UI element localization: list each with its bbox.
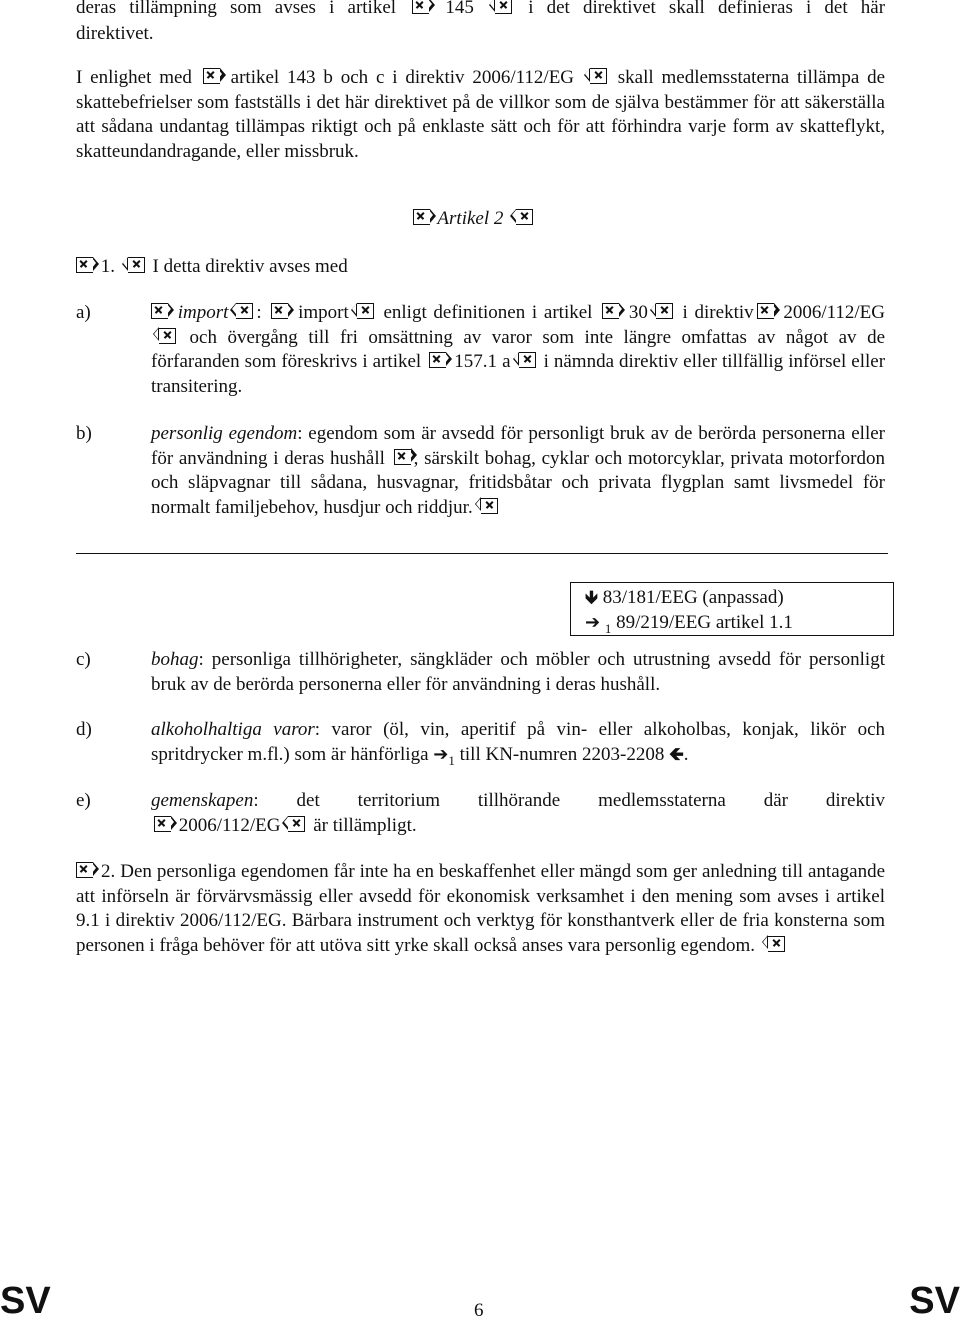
top-paragraph-line1: deras tillämpning som avses i artikel 145 i det direktivet skall definieras i det här <box>76 0 885 21</box>
insert-end-icon <box>495 0 512 14</box>
section-1-heading: 1. I detta direktiv avses med <box>76 255 885 280</box>
insert-end-icon <box>481 498 498 514</box>
definition-e-line2: 2006/112/EG är tillämpligt. <box>151 815 417 836</box>
footer-language-right: SV <box>909 1280 960 1322</box>
top-paragraph-line2: direktivet. <box>76 23 154 44</box>
definition-d: d) alkoholhaltiga varor: varor (öl, vin, aperitif på vin- eller alkoholbas, konjak, likör och spritdrycker m.fl.) som är hänförliga $➔_1$ till KN-numren 2203-2208 🡸. <box>76 719 885 768</box>
arrow-right-icon: ➔ <box>585 612 601 633</box>
insert-start-icon <box>394 449 411 465</box>
insert-start-icon <box>151 303 168 319</box>
insert-end-icon <box>357 303 374 319</box>
insert-start-icon <box>154 816 171 832</box>
arrow-left-icon: 🡸 <box>669 743 684 765</box>
insert-start-icon <box>413 209 430 225</box>
insert-start-icon <box>271 303 288 319</box>
insert-start-icon <box>203 68 220 84</box>
insert-end-icon <box>128 257 145 273</box>
insert-end-icon <box>159 328 176 344</box>
insert-end-icon <box>519 352 536 368</box>
paragraph-enlighet: I enlighet med artikel 143 b och c i direktiv 2006/112/EG skall medlemsstaterna tillämpa de skattebefrielser som fastställs i det här direktivet på de villkor som de själva bestämmer för att säkerställa att sådana undantag tillämpas riktigt och på enklaste sätt och för att förhindra varje form av skatteflykt, skatteundandragande, eller missbruk. <box>76 67 886 162</box>
insert-start-icon <box>602 303 619 319</box>
insert-start-icon <box>412 0 429 14</box>
insert-end-icon <box>768 936 785 952</box>
arrow-down-icon: 🡻 <box>585 587 598 608</box>
section-2: 2. Den personliga egendomen får inte ha en beskaffenhet eller mängd som ger anledning till antagande att införseln är förvärvsmässig eller avsedd för ekonomisk verksamhet i den mening som avses i artikel 9.1 i direktiv 2006/112/EG. Bärbara instrument och verktyg för konsthantverk eller de fria konsterna som personen i fråga behöver för att utöva sitt yrke skall också anses vara personlig egendom. <box>76 861 886 956</box>
definition-e-cont <box>76 814 885 839</box>
insert-end-icon <box>590 68 607 84</box>
insert-end-icon <box>656 303 673 319</box>
definition-b: b) personlig egendom: egendom som är avsedd för personligt bruk av de berörda personerna eller för användning i deras hushåll , särskilt bohag, cyklar och motorcyklar, privata motorfordon och släpvagnar till sådana, husvagnar, fritidsbåtar och privata flygplan samt livsmedel för normalt familjebehov, husdjur och riddjur. <box>76 423 886 518</box>
insert-end-icon <box>236 303 253 319</box>
insert-start-icon <box>76 257 93 273</box>
definition-c: c) bohag: personliga tillhörigheter, sängkläder och möbler och utrustning avsedd för personligt bruk av de berörda personerna eller för användning i deras hushåll. <box>76 649 885 695</box>
separator-line <box>76 553 888 554</box>
arrow-right-icon: ➔ <box>433 743 449 765</box>
insert-start-icon <box>429 352 446 368</box>
page-number: 6 <box>474 1300 484 1321</box>
insert-end-icon <box>516 209 533 225</box>
insert-start-icon <box>757 303 774 319</box>
footer-language-left: SV <box>0 1280 51 1322</box>
definition-a: a) import : import enligt definitionen i artikel 30 i direktiv 2006/112/EG och övergång till fri omsättning av varor som inte längre omfattas av något av de förfaranden som föreskrivs i artikel 157.1 a i nämnda direktiv eller tillfällig införsel eller transitering. <box>76 302 886 397</box>
insert-start-icon <box>76 862 93 878</box>
article-title: Artikel 2 <box>410 208 536 230</box>
definition-e: e) gemenskapen: det territorium tillhörande medlemsstaterna där direktiv <box>76 790 885 811</box>
insert-end-icon <box>288 816 305 832</box>
source-reference-box: 🡻 83/181/EEG (anpassad) ➔ $_1$ 89/219/EEG artikel 1.1 <box>570 582 894 636</box>
